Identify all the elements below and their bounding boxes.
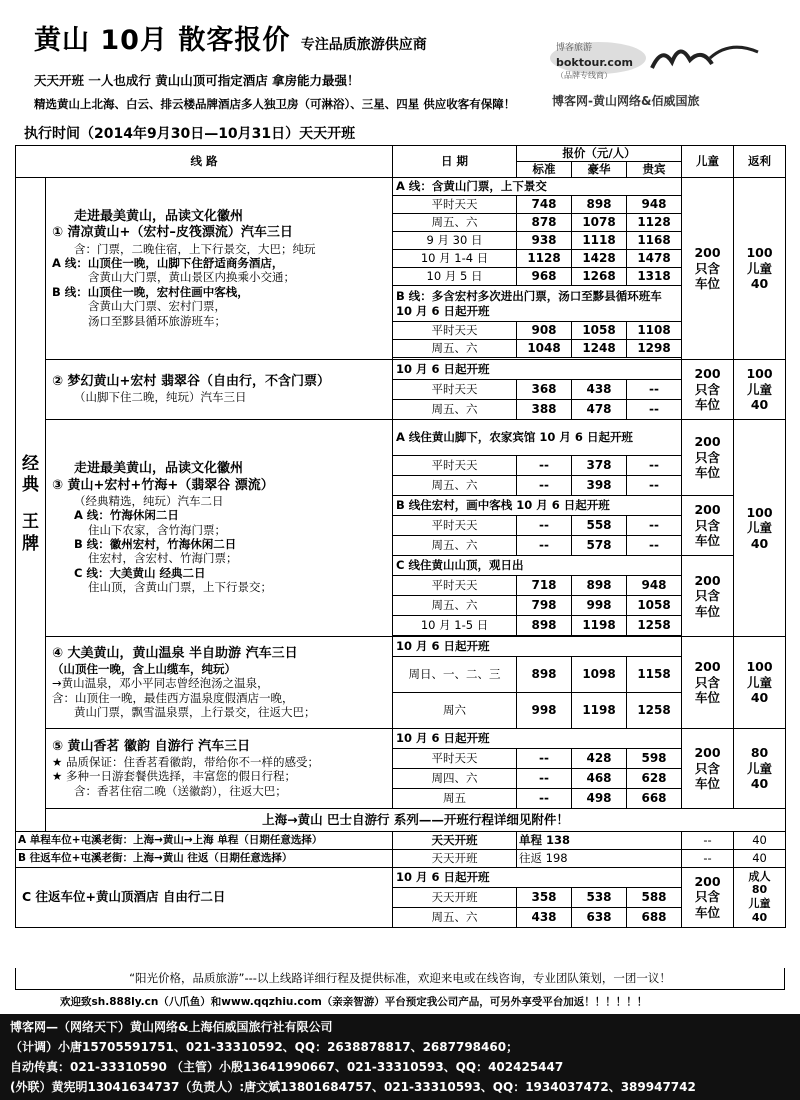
logo-brand: 博客旅游 [556,43,593,53]
footer-contacts [0,1014,800,1100]
date-cell: 平时天天 [393,380,517,400]
route-3-tagline: 走进最美黄山，品读文化徽州 [74,461,244,477]
header-slogan-2: 精选黄山上北海、白云、排云楼品牌酒店多人独卫房（可淋浴）、三星、四星 供应收客有保障！ [34,97,516,111]
route-1-line: B 线：山顶住一晚，宏村住画中客栈， [52,284,249,299]
route-1-title: ① 清凉黄山+（宏村–皮筏漂流）汽车三日 [52,225,293,241]
date-cell: 周五、六 [393,476,517,496]
date-cell: 周五、六 [393,536,517,556]
price-vip: 1058 [627,596,682,616]
price-vip: -- [627,476,682,496]
route-4-line: →黄山温泉，邓小平同志曾经泡汤之温泉， [52,676,269,691]
side-label [16,178,46,832]
col-header-route: 线 路 [16,146,393,178]
route-4-rebate: 100 儿童 40 [734,637,786,729]
execution-period: 执行时间（2014年9月30日—10月31日）天天开班 [24,126,356,142]
logo-caption: 博客网-黄山网络&佰威国旅 [552,94,700,108]
date-cell: 周五、六 [393,596,517,616]
title-subtitle: 专注品质旅游供应商 [300,37,427,53]
date-cell: 周六 [393,693,517,729]
price-vip: 628 [627,769,682,789]
route-4-header: 10 月 6 日起开班 [393,637,682,657]
footer-line: (外联）黄宪明13041634737（负责人）:唐文斌13801684757、021-33310593、QQ：1934037472、389947742 [10,1080,696,1094]
series-a-rebate: 40 [734,831,786,849]
date-cell: 10 月 1-5 日 [393,616,517,636]
price-lux: 998 [572,596,627,616]
price-std: 388 [517,400,572,420]
side-char: 典 [22,475,39,496]
route-3-header-b: B 线住宏村，画中客栈 10 月 6 日起开班 [393,496,682,516]
route-1-tagline: 走进最美黄山，品读文化徽州 [74,209,244,225]
col-header-vip: 贵宾 [627,162,682,178]
price-vip: -- [627,456,682,476]
footer-line: 自动传真：021-33310590 （主管）小殷13641990667、021-33310593、QQ：402425447 [10,1060,564,1074]
route-2-line: （山脚下住二晚，纯玩）汽车三日 [74,390,247,405]
date-cell: 平时天天 [393,749,517,769]
series-a-date: 天天开班 [393,831,517,849]
price-lux: 428 [572,749,627,769]
route-2-title: ② 梦幻黄山+宏村 翡翠谷（自由行，不含门票） [52,374,330,390]
price-vip: 1478 [627,250,682,268]
price-std: -- [517,476,572,496]
price-lux: 1268 [572,268,627,286]
series-b-child: -- [682,849,734,867]
price-lux: 1098 [572,657,627,693]
price-std: 718 [517,576,572,596]
price-std: -- [517,456,572,476]
series-c-header: 10 月 6 日起开班 [393,867,682,887]
price-vip: 1128 [627,214,682,232]
price-vip: -- [627,536,682,556]
date-cell: 9 月 30 日 [393,232,517,250]
price-lux: 898 [572,196,627,214]
page-title [34,18,427,57]
route-5-child: 200 只含 车位 [682,729,734,809]
series-a-name: A 单程车位+屯溪老街：上海→黄山→上海 单程（日期任意选择） [16,831,393,849]
price-lux: 1078 [572,214,627,232]
date-cell: 平时天天 [393,576,517,596]
route-1-child: 200 只含 车位 [682,178,734,360]
route-4-line: 含：山顶住一晚，最佳西方温泉度假酒店一晚， [52,690,294,705]
price-lux: 398 [572,476,627,496]
price-lux: 1118 [572,232,627,250]
price-std: 938 [517,232,572,250]
price-lux: 898 [572,576,627,596]
series-c-rebate: 成人 80 儿童 40 [734,867,786,927]
col-header-rebate: 返利 [734,146,786,178]
price-vip: -- [627,400,682,420]
price-lux: 478 [572,400,627,420]
side-char: 牌 [22,533,39,554]
route-1-line: 含：门票，二晚住宿，上下行景交，大巴；纯玩 [74,241,316,256]
route-1-header-a: A 线：含黄山门票，上下景交 [393,178,682,196]
route-3-line: B 线：徽州宏村，竹海休闲二日 [74,537,237,552]
price-vip: 1108 [627,322,682,340]
route-5-header: 10 月 6 日起开班 [393,729,682,749]
route-3-line: A 线：竹海休闲二日 [74,508,179,523]
route-4-line: 黄山门票，飘雪温泉票，上行景交，往返大巴； [74,705,316,719]
date-cell: 周五、六 [393,214,517,232]
col-header-std: 标准 [517,162,572,178]
price-std: 998 [517,693,572,729]
price-lux: 468 [572,769,627,789]
slogan: “阳光价格，品质旅游”---以上线路详细行程及提供标准，欢迎来电或在线咨询，专业团队策划，一团一议！ [15,968,785,990]
series-c-child: 200 只含 车位 [682,867,734,927]
price-std: -- [517,536,572,556]
date-cell: 周四、六 [393,769,517,789]
route-1-line: 含黄山大门票，黄山景区内换乘小交通； [88,270,295,285]
footer-line: （计调）小唐15705591751、021-33310592、QQ：2638878817、2687798460； [10,1040,519,1054]
date-cell: 平时天天 [393,456,517,476]
date-cell: 周五、六 [393,907,517,927]
price-vip: -- [627,516,682,536]
price-std: 798 [517,596,572,616]
route-3-title: ③ 黄山+宏村+竹海+（翡翠谷 漂流） [52,477,274,493]
route-3 [46,420,393,637]
title-main: 黄山 10月 散客报价 [34,25,291,56]
route-3-child-c: 200 只含 车位 [682,556,734,637]
price-std: 878 [517,214,572,232]
route-3-line: 住宏村，含宏村、竹海门票； [88,551,238,566]
route-5-rebate: 80 儿童 40 [734,729,786,809]
price-lux: 498 [572,789,627,809]
mountain-logo-icon [650,38,760,78]
col-header-child: 儿童 [682,146,734,178]
route-1-line: 含黄山大门票、宏村门票， [88,299,226,314]
route-2-header: 10 月 6 日起开班 [393,360,682,380]
route-3-line: （经典精选，纯玩）汽车二日 [74,493,224,508]
price-std: -- [517,789,572,809]
series-a-child: -- [682,831,734,849]
price-std: -- [517,516,572,536]
logo-tag: （品牌专线商） [556,71,612,80]
price-std: 898 [517,616,572,636]
price-lux: 438 [572,380,627,400]
price-std: 908 [517,322,572,340]
series-title: 上海→黄山 巴士自游行 系列——开班行程详细见附件！ [46,809,786,832]
date-cell: 周日、一、二、三 [393,657,517,693]
side-char: 经 [22,453,39,474]
col-header-price: 报价（元/人） [517,146,682,162]
price-std: 1128 [517,250,572,268]
route-5-line: 含：香茗住宿二晚（送徽韵），往返大巴； [74,783,287,798]
route-2-rebate: 100 儿童 40 [734,360,786,420]
date-cell: 平时天天 [393,322,517,340]
route-3-line: C 线：大美黄山 经典二日 [74,565,206,580]
route-3-header-a: A 线住黄山脚下，农家宾馆 10 月 6 日起开班 [393,420,682,456]
price-std: 358 [517,887,572,907]
date-cell: 天天开班 [393,887,517,907]
price-vip: -- [627,380,682,400]
price-vip: 588 [627,887,682,907]
date-cell: 平时天天 [393,516,517,536]
series-c-name: C 往返车位+黄山顶酒店 自由行二日 [16,867,393,927]
price-lux: 538 [572,887,627,907]
route-5-line: ★ 多种一日游套餐供选择，丰富您的假日行程； [52,769,296,784]
route-3-line: 住山顶，含黄山门票，上下行景交； [88,580,272,595]
price-vip: 668 [627,789,682,809]
date-cell: 周五、六 [393,400,517,420]
price-lux: 1058 [572,322,627,340]
price-std: -- [517,769,572,789]
route-1-line: A 线：山顶住一晚，山脚下住舒适商务酒店， [52,256,284,270]
price-table [15,145,786,928]
price-std: 968 [517,268,572,286]
price-vip: 1168 [627,232,682,250]
price-std: 368 [517,380,572,400]
price-lux: 1428 [572,250,627,268]
price-std: 1048 [517,340,572,358]
route-1-line: 汤口至黟县循环旅游班车； [88,313,226,328]
price-vip: 948 [627,576,682,596]
route-5-line: ★ 品质保证：住香茗看徽韵，带给你不一样的感受； [52,755,319,770]
route-4-child: 200 只含 车位 [682,637,734,729]
price-vip: 1258 [627,616,682,636]
route-1 [46,178,393,360]
price-vip: 688 [627,907,682,927]
header-slogan-1: 天天开班 一人也成行 黄山山顶可指定酒店 拿房能力最强！ [34,73,360,88]
price-vip: 1258 [627,693,682,729]
route-3-child-b: 200 只含 车位 [682,496,734,556]
date-cell: 平时天天 [393,196,517,214]
route-5-title: ⑤ 黄山香茗 徽韵 自游行 汽车三日 [52,738,251,754]
date-cell: 周五 [393,789,517,809]
price-lux: 1198 [572,693,627,729]
route-2-child: 200 只含 车位 [682,360,734,420]
price-std: -- [517,749,572,769]
logo-url: boktour.com [556,56,633,69]
route-1-rebate: 100 儿童 40 [734,178,786,360]
welcome-note: 欢迎致sh.888ly.cn（八爪鱼）和www.qqzhiu.com（亲亲智游）平台预定我公司产品，可另外享受平台加返！！！！！！ [60,996,648,1008]
price-vip: 1158 [627,657,682,693]
series-a-price: 单程 138 [517,831,682,849]
route-4-line: （山顶住一晚，含上山缆车，纯玩） [52,661,236,676]
route-2 [46,360,393,420]
date-cell: 10 月 1-4 日 [393,250,517,268]
price-vip: 598 [627,749,682,769]
side-char: 王 [22,512,39,533]
route-1-header-b: B 线：多含宏村多次进出门票，汤口至黟县循环班车 10 月 6 日起开班 [393,286,682,322]
series-b-date: 天天开班 [393,849,517,867]
price-lux: 378 [572,456,627,476]
route-3-rebate: 100 儿童 40 [734,420,786,637]
route-4 [46,637,393,729]
route-3-line: 住山下农家，含竹海门票； [88,522,226,537]
price-lux: 1248 [572,340,627,358]
route-3-header-c: C 线住黄山山顶，观日出 [393,556,682,576]
price-std: 748 [517,196,572,214]
price-lux: 558 [572,516,627,536]
series-b-name: B 往返车位+屯溪老街：上海→黄山 往返（日期任意选择） [16,849,393,867]
price-std: 438 [517,907,572,927]
route-5 [46,729,393,809]
series-b-price: 往返 198 [517,849,682,867]
col-header-date: 日 期 [393,146,517,178]
route-3-child-a: 200 只含 车位 [682,420,734,496]
footer-company: 博客网—（网络天下）黄山网络&上海佰威国旅行社有限公司 [10,1020,333,1034]
date-cell: 10 月 5 日 [393,268,517,286]
price-lux: 1198 [572,616,627,636]
price-std: 898 [517,657,572,693]
price-vip: 1318 [627,268,682,286]
col-header-lux: 豪华 [572,162,627,178]
price-lux: 578 [572,536,627,556]
date-cell: 周五、六 [393,340,517,358]
price-vip: 1298 [627,340,682,358]
price-lux: 638 [572,907,627,927]
route-4-title: ④ 大美黄山，黄山温泉 半自助游 汽车三日 [52,645,298,661]
price-vip: 948 [627,196,682,214]
series-b-rebate: 40 [734,849,786,867]
